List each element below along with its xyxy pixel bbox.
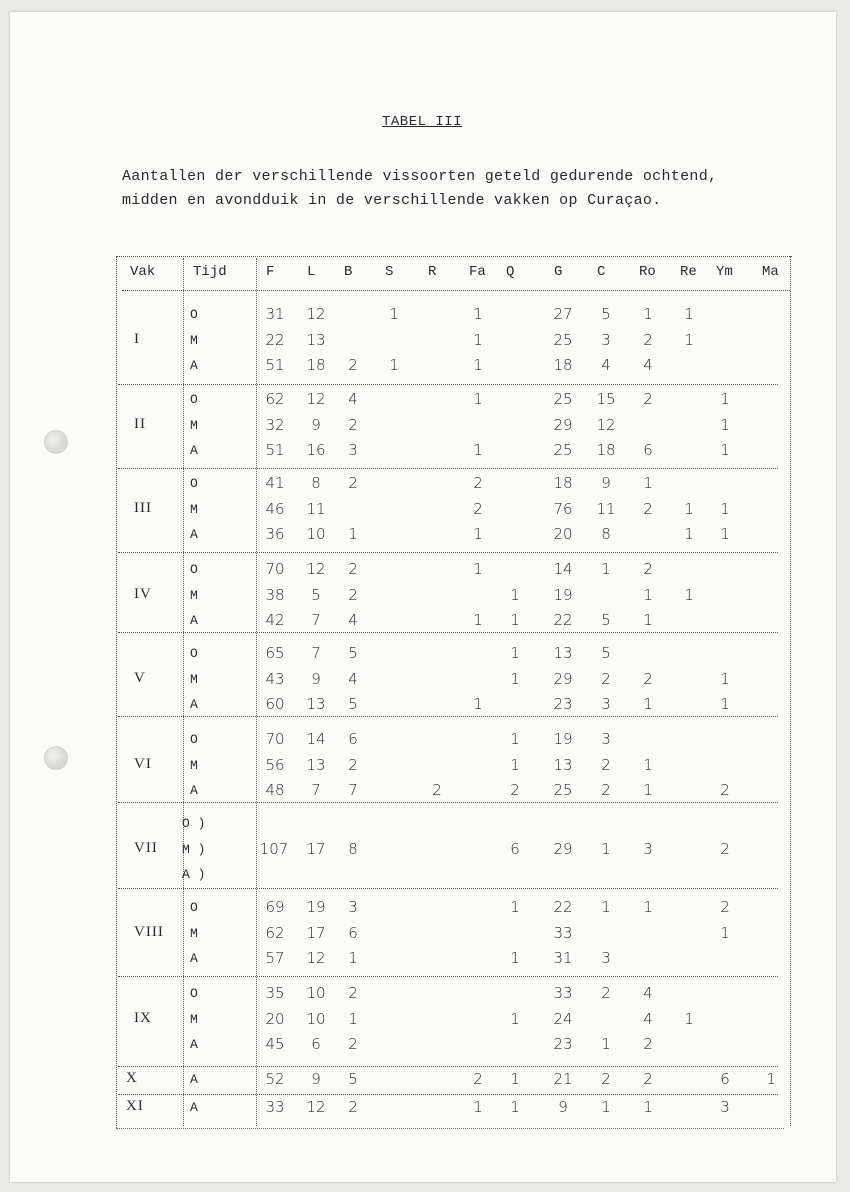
count-cell-b: 3: [348, 898, 358, 916]
count-cell-l: 5: [311, 585, 321, 604]
count-cell-c: 2: [601, 1070, 611, 1088]
count-cell-ym: 1: [720, 923, 730, 942]
count-cell-l: 13: [306, 695, 326, 713]
header-rule: [122, 290, 790, 291]
count-cell-l: 12: [306, 949, 326, 967]
count-cell-g: 23: [553, 695, 573, 713]
count-cell-re: 1: [684, 499, 694, 518]
count-cell-g: 27: [553, 305, 573, 323]
count-cell-fa: 1: [473, 356, 483, 374]
count-cell-c: 3: [601, 330, 611, 349]
count-cell-fa: 1: [473, 560, 483, 578]
tijd-label: M ): [182, 841, 206, 857]
count-cell-c: 11: [596, 499, 616, 518]
count-cell-b: 2: [348, 415, 358, 434]
count-cell-l: 12: [306, 390, 326, 408]
count-cell-f: 60: [265, 695, 285, 713]
count-cell-f: 36: [265, 525, 285, 543]
count-cell-f: 70: [265, 560, 285, 578]
count-cell-f: 51: [265, 356, 285, 374]
count-cell-l: 9: [311, 1070, 321, 1088]
count-cell-f: 33: [265, 1098, 285, 1116]
column-header-f: F: [266, 264, 275, 280]
count-cell-l: 10: [306, 525, 326, 543]
tijd-label: M: [190, 757, 198, 773]
count-cell-g: 29: [553, 669, 573, 688]
count-cell-b: 1: [348, 525, 358, 543]
tijd-label: O: [190, 476, 198, 491]
count-cell-f: 41: [265, 474, 285, 492]
count-cell-g: 13: [553, 644, 573, 662]
count-cell-g: 25: [553, 781, 573, 799]
count-cell-c: 3: [601, 695, 611, 713]
count-cell-l: 8: [311, 474, 321, 492]
count-cell-re: 1: [684, 525, 694, 543]
count-cell-b: 5: [348, 644, 358, 662]
count-cell-c: 1: [601, 560, 611, 578]
group-divider: [118, 1094, 778, 1095]
count-cell-ro: 6: [643, 441, 653, 459]
count-cell-fa: 1: [473, 305, 483, 323]
group-divider: [118, 976, 778, 977]
count-cell-c: 3: [601, 949, 611, 967]
column-header-tijd: Tijd: [193, 264, 227, 280]
count-cell-q: 1: [510, 611, 520, 629]
count-cell-l: 19: [306, 898, 326, 916]
count-cell-q: 1: [510, 1009, 520, 1028]
count-cell-fa: 1: [473, 695, 483, 713]
count-cell-q: 6: [510, 839, 520, 858]
count-cell-b: 2: [348, 356, 358, 374]
punch-hole: [44, 746, 68, 770]
count-cell-re: 1: [684, 1009, 694, 1028]
count-cell-g: 25: [553, 390, 573, 408]
tijd-label: A: [190, 1072, 198, 1087]
count-cell-f: 35: [265, 984, 285, 1002]
count-cell-c: 2: [601, 669, 611, 688]
column-header-g: G: [554, 264, 563, 280]
tijd-label: A: [190, 951, 198, 966]
count-cell-re: 1: [684, 585, 694, 604]
tijd-label: M: [190, 925, 198, 941]
count-cell-c: 5: [601, 644, 611, 662]
group-divider: [118, 384, 778, 385]
count-cell-g: 13: [553, 755, 573, 774]
count-cell-c: 1: [601, 839, 611, 858]
count-cell-ym: 6: [720, 1070, 730, 1088]
tijd-label: M: [190, 1011, 198, 1027]
count-cell-l: 17: [306, 839, 326, 858]
count-cell-c: 12: [596, 415, 616, 434]
column-header-fa: Fa: [469, 264, 486, 280]
count-cell-f: 32: [265, 415, 285, 434]
column-header-b: B: [344, 264, 353, 280]
count-cell-l: 7: [311, 611, 321, 629]
count-cell-ro: 2: [643, 390, 653, 408]
count-cell-b: 4: [348, 669, 358, 688]
tijd-label: M: [190, 332, 198, 348]
count-cell-ym: 2: [720, 898, 730, 916]
count-cell-f: 56: [265, 755, 285, 774]
count-cell-c: 15: [596, 390, 616, 408]
tijd-label: A: [190, 613, 198, 628]
count-cell-c: 2: [601, 755, 611, 774]
count-cell-ym: 1: [720, 499, 730, 518]
count-cell-ro: 4: [643, 984, 653, 1002]
group-divider: [118, 632, 778, 633]
tijd-label: M: [190, 671, 198, 687]
count-cell-q: 1: [510, 1070, 520, 1088]
punch-hole: [44, 430, 68, 454]
count-cell-r: 2: [432, 781, 442, 799]
count-cell-ro: 2: [643, 499, 653, 518]
count-cell-l: 9: [311, 669, 321, 688]
vak-label: IV: [134, 585, 152, 602]
count-cell-l: 9: [311, 415, 321, 434]
count-cell-b: 8: [348, 839, 358, 858]
tijd-column-rule: [256, 258, 257, 1126]
count-cell-re: 1: [684, 305, 694, 323]
count-cell-ro: 1: [643, 585, 653, 604]
count-cell-c: 2: [601, 781, 611, 799]
column-header-s: S: [385, 264, 394, 280]
tijd-label: A: [190, 1037, 198, 1052]
count-cell-g: 24: [553, 1009, 573, 1028]
table-title: TABEL III: [382, 114, 463, 130]
tijd-label: A: [190, 697, 198, 712]
count-cell-l: 17: [306, 923, 326, 942]
count-cell-f: 70: [265, 730, 285, 748]
count-cell-f: 65: [265, 644, 285, 662]
count-cell-b: 5: [348, 695, 358, 713]
count-cell-c: 2: [601, 984, 611, 1002]
count-cell-f: 20: [265, 1009, 285, 1028]
count-cell-fa: 2: [473, 474, 483, 492]
tijd-label: A: [190, 443, 198, 458]
tijd-label: M: [190, 417, 198, 433]
group-divider: [118, 802, 778, 803]
count-cell-ro: 3: [643, 839, 653, 858]
table-border-right: [790, 256, 791, 1126]
count-cell-q: 1: [510, 585, 520, 604]
count-cell-q: 1: [510, 898, 520, 916]
count-cell-ro: 2: [643, 1070, 653, 1088]
count-cell-b: 2: [348, 755, 358, 774]
tijd-label: M: [190, 501, 198, 517]
count-cell-g: 25: [553, 330, 573, 349]
count-cell-ma: 1: [766, 1070, 776, 1088]
count-cell-f: 31: [265, 305, 285, 323]
column-header-q: Q: [506, 264, 515, 280]
tijd-label: A: [190, 358, 198, 373]
count-cell-c: 1: [601, 898, 611, 916]
count-cell-ym: 2: [720, 781, 730, 799]
vak-label: II: [134, 415, 146, 432]
count-cell-ro: 4: [643, 356, 653, 374]
count-cell-b: 2: [348, 560, 358, 578]
column-header-vak: Vak: [130, 264, 156, 280]
count-cell-b: 2: [348, 474, 358, 492]
column-header-l: L: [307, 264, 316, 280]
count-cell-g: 33: [553, 984, 573, 1002]
count-cell-ro: 1: [643, 695, 653, 713]
vak-label: V: [134, 669, 146, 686]
group-divider: [118, 468, 778, 469]
count-cell-q: 1: [510, 644, 520, 662]
column-header-ma: Ma: [762, 264, 779, 280]
count-cell-fa: 1: [473, 441, 483, 459]
caption-line-2: midden en avondduik in de verschillende vakken op Curaçao.: [122, 192, 662, 209]
count-cell-b: 2: [348, 585, 358, 604]
count-cell-ro: 2: [643, 669, 653, 688]
count-cell-g: 31: [553, 949, 573, 967]
vak-label: VIII: [134, 923, 164, 940]
count-cell-l: 10: [306, 1009, 326, 1028]
count-cell-l: 10: [306, 984, 326, 1002]
tijd-label: O: [190, 562, 198, 577]
count-cell-l: 18: [306, 356, 326, 374]
count-cell-c: 1: [601, 1035, 611, 1053]
tijd-label: O: [190, 732, 198, 747]
count-cell-b: 4: [348, 390, 358, 408]
count-cell-fa: 2: [473, 1070, 483, 1088]
group-divider: [118, 888, 778, 889]
table-border-left: [116, 256, 793, 1128]
count-cell-b: 6: [348, 730, 358, 748]
count-cell-g: 9: [558, 1098, 568, 1116]
count-cell-b: 5: [348, 1070, 358, 1088]
count-cell-re: 1: [684, 330, 694, 349]
count-cell-b: 2: [348, 1035, 358, 1053]
count-cell-ro: 1: [643, 474, 653, 492]
count-cell-f: 51: [265, 441, 285, 459]
count-cell-ro: 1: [643, 755, 653, 774]
count-cell-l: 16: [306, 441, 326, 459]
count-cell-ro: 4: [643, 1009, 653, 1028]
count-cell-ro: 1: [643, 1098, 653, 1116]
count-cell-g: 76: [553, 499, 573, 518]
count-cell-f: 22: [265, 330, 285, 349]
count-cell-c: 18: [596, 441, 616, 459]
count-cell-f: 45: [265, 1035, 285, 1053]
count-cell-f: 107: [259, 839, 289, 858]
table-top-rule: [116, 256, 792, 257]
group-divider: [118, 1066, 778, 1067]
count-cell-c: 3: [601, 730, 611, 748]
tijd-label: O: [190, 646, 198, 661]
table-bottom-rule: [116, 1128, 784, 1129]
count-cell-b: 1: [348, 1009, 358, 1028]
vak-label: I: [134, 330, 140, 347]
count-cell-fa: 1: [473, 390, 483, 408]
count-cell-c: 5: [601, 611, 611, 629]
count-cell-g: 18: [553, 356, 573, 374]
count-cell-q: 1: [510, 1098, 520, 1116]
count-cell-f: 38: [265, 585, 285, 604]
count-cell-f: 57: [265, 949, 285, 967]
column-header-r: R: [428, 264, 437, 280]
count-cell-l: 6: [311, 1035, 321, 1053]
vak-column-rule: [183, 258, 184, 1126]
tijd-label: A ): [182, 867, 206, 882]
column-header-ym: Ym: [716, 264, 733, 280]
count-cell-l: 14: [306, 730, 326, 748]
count-cell-ro: 2: [643, 1035, 653, 1053]
count-cell-l: 13: [306, 755, 326, 774]
count-cell-b: 7: [348, 781, 358, 799]
vak-label: XI: [126, 1098, 144, 1114]
count-cell-ym: 2: [720, 839, 730, 858]
count-cell-q: 2: [510, 781, 520, 799]
tijd-label: A: [190, 783, 198, 798]
count-cell-g: 33: [553, 923, 573, 942]
count-cell-g: 19: [553, 585, 573, 604]
count-cell-f: 62: [265, 923, 285, 942]
count-cell-l: 7: [311, 781, 321, 799]
count-cell-g: 29: [553, 839, 573, 858]
count-cell-b: 6: [348, 923, 358, 942]
count-cell-f: 43: [265, 669, 285, 688]
count-cell-g: 20: [553, 525, 573, 543]
count-cell-f: 69: [265, 898, 285, 916]
count-cell-ro: 1: [643, 305, 653, 323]
count-cell-f: 42: [265, 611, 285, 629]
tijd-label: O: [190, 900, 198, 915]
count-cell-ym: 3: [720, 1098, 730, 1116]
count-cell-g: 21: [553, 1070, 573, 1088]
count-cell-c: 9: [601, 474, 611, 492]
count-cell-b: 2: [348, 984, 358, 1002]
count-cell-fa: 1: [473, 611, 483, 629]
count-cell-g: 22: [553, 898, 573, 916]
count-cell-q: 1: [510, 755, 520, 774]
vak-label: VII: [134, 839, 158, 856]
count-cell-ym: 1: [720, 669, 730, 688]
vak-label: X: [126, 1070, 138, 1086]
tijd-label: A: [190, 527, 198, 542]
count-cell-ro: 1: [643, 898, 653, 916]
count-cell-l: 12: [306, 305, 326, 323]
count-cell-g: 14: [553, 560, 573, 578]
column-header-ro: Ro: [639, 264, 656, 280]
count-cell-f: 62: [265, 390, 285, 408]
tijd-label: M: [190, 587, 198, 603]
count-cell-b: 4: [348, 611, 358, 629]
count-cell-ym: 1: [720, 441, 730, 459]
count-cell-f: 52: [265, 1070, 285, 1088]
count-cell-q: 1: [510, 669, 520, 688]
count-cell-s: 1: [389, 356, 399, 374]
tijd-label: O: [190, 986, 198, 1001]
count-cell-fa: 1: [473, 525, 483, 543]
count-cell-g: 18: [553, 474, 573, 492]
count-cell-ym: 1: [720, 525, 730, 543]
count-cell-s: 1: [389, 305, 399, 323]
count-cell-ro: 2: [643, 560, 653, 578]
count-cell-ym: 1: [720, 390, 730, 408]
count-cell-b: 2: [348, 1098, 358, 1116]
tijd-label: A: [190, 1100, 198, 1115]
group-divider: [118, 716, 778, 717]
count-cell-l: 12: [306, 1098, 326, 1116]
count-cell-g: 23: [553, 1035, 573, 1053]
count-cell-c: 1: [601, 1098, 611, 1116]
count-cell-ym: 1: [720, 415, 730, 434]
count-cell-c: 4: [601, 356, 611, 374]
count-cell-fa: 1: [473, 1098, 483, 1116]
vak-label: III: [134, 499, 152, 516]
count-cell-b: 1: [348, 949, 358, 967]
tijd-label: O: [190, 307, 198, 322]
count-cell-c: 5: [601, 305, 611, 323]
count-cell-ro: 1: [643, 611, 653, 629]
count-cell-l: 13: [306, 330, 326, 349]
count-cell-f: 46: [265, 499, 285, 518]
count-cell-fa: 2: [473, 499, 483, 518]
count-cell-q: 1: [510, 730, 520, 748]
count-cell-ro: 1: [643, 781, 653, 799]
count-cell-l: 11: [306, 499, 326, 518]
column-header-c: C: [597, 264, 606, 280]
column-header-re: Re: [680, 264, 697, 280]
count-cell-c: 8: [601, 525, 611, 543]
count-cell-ym: 1: [720, 695, 730, 713]
count-cell-f: 48: [265, 781, 285, 799]
caption-line-1: Aantallen der verschillende vissoorten geteld gedurende ochtend,: [122, 168, 718, 185]
count-cell-l: 12: [306, 560, 326, 578]
count-cell-fa: 1: [473, 330, 483, 349]
count-cell-g: 25: [553, 441, 573, 459]
tijd-label: O: [190, 392, 198, 407]
count-cell-q: 1: [510, 949, 520, 967]
count-cell-b: 3: [348, 441, 358, 459]
count-cell-g: 22: [553, 611, 573, 629]
tijd-label: O ): [182, 816, 206, 831]
count-cell-l: 7: [311, 644, 321, 662]
group-divider: [118, 552, 778, 553]
vak-label: IX: [134, 1009, 152, 1026]
vak-label: VI: [134, 755, 152, 772]
count-cell-g: 29: [553, 415, 573, 434]
count-cell-ro: 2: [643, 330, 653, 349]
count-cell-g: 19: [553, 730, 573, 748]
